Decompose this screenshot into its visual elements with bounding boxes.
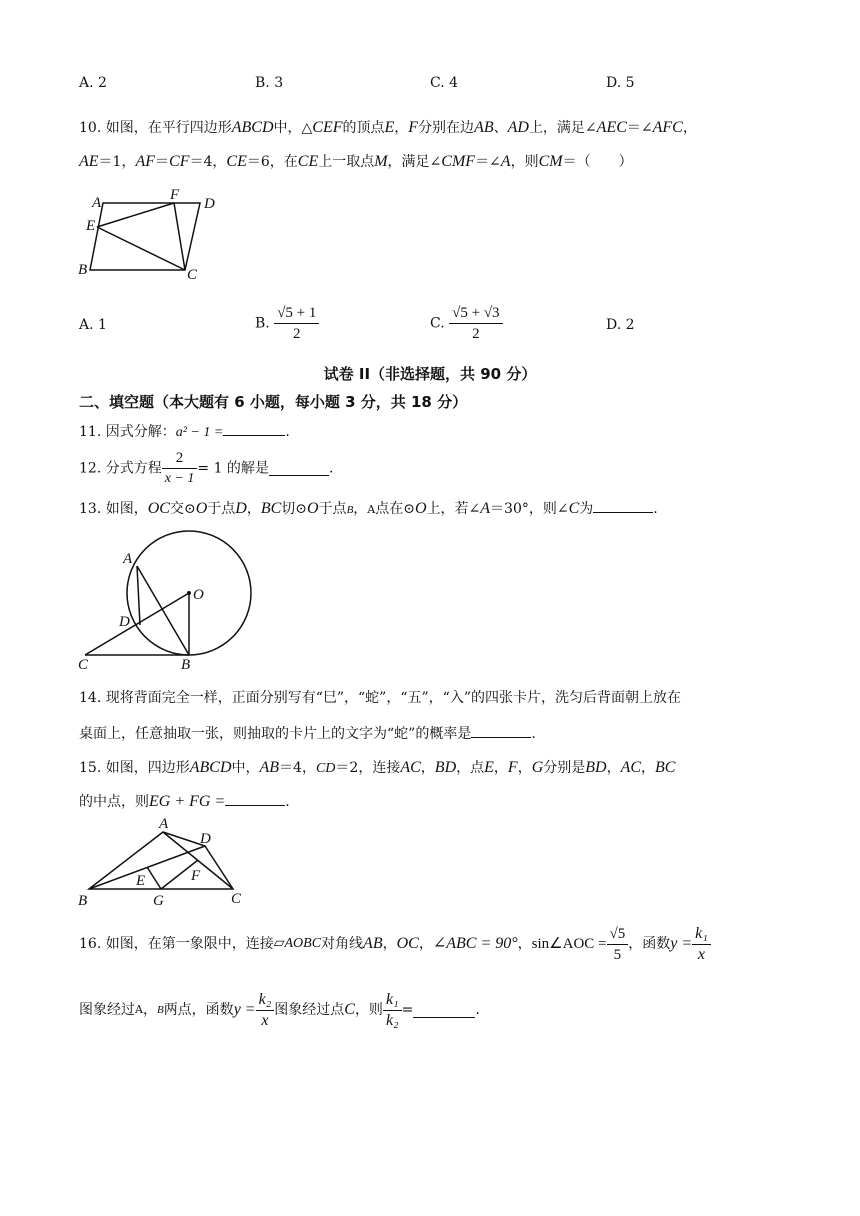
q13-line: 13. 如图，OC交⊙O于点D，BC切⊙O于点B，A点在⊙O上，若∠A＝30°，则∠C为 . — [79, 500, 658, 517]
q13-label-c: C — [78, 657, 89, 673]
q15-label-a: A — [159, 816, 169, 832]
q9-choice-b: B. 3 — [255, 75, 284, 91]
q10-line2: AE＝1，AF＝CF＝4，CE＝6，在CE上一取点M，满足∠CMF＝∠A，则CM＝（ ） — [79, 153, 633, 170]
q10-choice-d: D. 2 — [606, 317, 635, 333]
q9-choice-c: C. 4 — [430, 75, 459, 91]
q13-label-b: B — [181, 657, 191, 673]
q13-answer-blank — [593, 498, 653, 513]
q15-label-b: B — [78, 893, 88, 909]
q15-line2: 的中点，则EG + FG = . — [79, 793, 290, 810]
q10-parallelogram-figure — [75, 185, 235, 285]
q9-choice-d: D. 5 — [606, 75, 635, 91]
q10-line1: 10. 如图，在平行四边形ABCD中，△CEF的顶点E，F分别在边AB、AD上，满足∠AEC＝∠AFC， — [79, 119, 697, 136]
q15-answer-blank — [225, 791, 285, 806]
q13-label-o: O — [193, 587, 204, 603]
q10-label-d: D — [204, 196, 215, 212]
q12-answer-blank — [269, 461, 329, 476]
q15-label-c: C — [231, 891, 242, 907]
q13-circle-figure — [75, 528, 260, 673]
q16-line1: 16. 如图，在第一象限中，连接▱AOBC对角线AB，OC，∠ABC = 90°，sin∠AOC = $\frac{√5}{5}$ ，函数y = $\frac{\text{k₁}}{x}$ — [79, 920, 711, 968]
q14-line2: 桌面上，任意抽取一张，则抽取的卡片上的文字为“蛇”的概率是 . — [79, 723, 536, 744]
section-title: 试卷 II（非选择题，共 90 分） — [323, 365, 537, 383]
q10-label-a: A — [92, 195, 102, 211]
q16-answer-blank — [413, 1003, 475, 1018]
q12-line: 12. 分式方程 $\frac{2}{x - 1}$ = 1 的解是 . — [79, 450, 334, 486]
q14-answer-blank — [471, 723, 531, 738]
q15-quadrilateral-figure — [75, 815, 255, 910]
q16-line2: 图象经过A，B两点，函数y = $\frac{\text{k₂}}{x}$ 图象经过点C，则 $\frac{\text{k₁}}{\text{k₂}}$ = . — [79, 990, 480, 1029]
q15-label-g: G — [153, 893, 164, 909]
q9-choice-a: A. 2 — [79, 75, 107, 91]
q13-label-d: D — [119, 614, 130, 630]
q11-line: 11. 因式分解：a² − 1 = . — [79, 421, 290, 443]
q10-label-c: C — [187, 267, 198, 283]
q15-label-f: F — [191, 868, 201, 884]
q14-line1: 14. 现将背面完全一样，正面分别写有“巳”，“蛇”，“五”，“入”的四张卡片，洗匀后背面朝上放在 — [79, 690, 681, 706]
q15-label-d: D — [200, 831, 211, 847]
q10-choice-b: B. $\frac{√5 + 1}{2}$ — [255, 303, 319, 344]
q10-choice-c: C. $\frac{√5 + √3}{2}$ — [430, 303, 503, 344]
q15-line1: 15. 如图，四边形ABCD中，AB＝4，CD＝2，连接AC，BD，点E，F，G分别是BD，AC，BC — [79, 759, 676, 776]
q10-label-f: F — [170, 187, 180, 203]
q10-choice-a: A. 1 — [79, 317, 107, 333]
q15-label-e: E — [136, 873, 146, 889]
q10-label-e: E — [86, 218, 96, 234]
q11-answer-blank — [223, 421, 285, 436]
q10-label-b: B — [78, 262, 88, 278]
section2-heading: 二、填空题（本大题有 6 小题，每小题 3 分，共 18 分） — [79, 393, 468, 411]
q13-label-a: A — [123, 551, 133, 567]
